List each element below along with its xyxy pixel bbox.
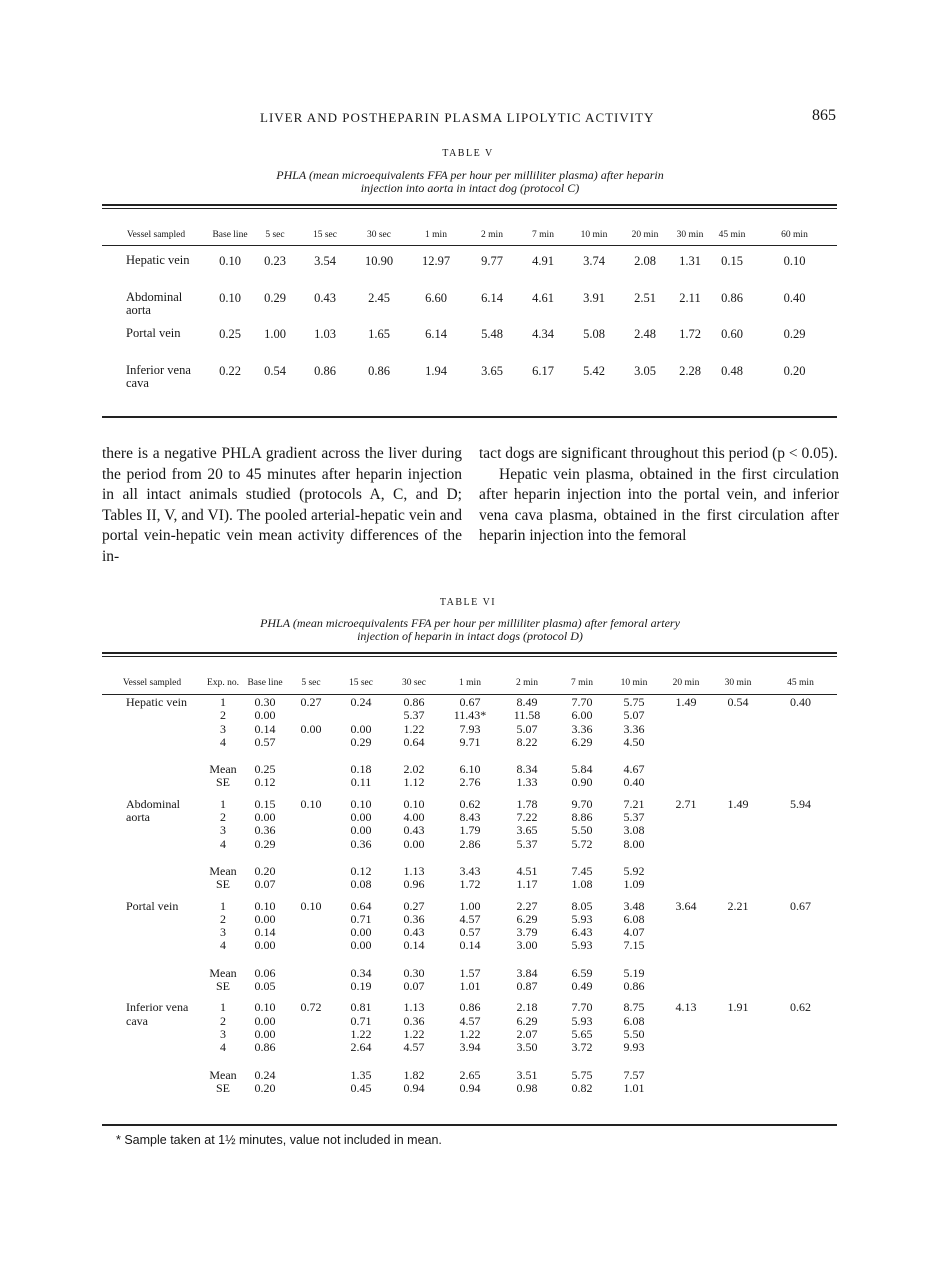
table6-stat-cell: 1.35 0.45: [350, 1067, 372, 1095]
table5-value-cell: 0.86: [721, 290, 743, 305]
table5-value-cell: 0.15: [721, 254, 743, 268]
table5-value-cell: 5.42: [583, 363, 605, 378]
table6-footnote: * Sample taken at 1½ minutes, value not included in mean.: [116, 1133, 442, 1147]
table6-stat-cell: 0.18 0.11: [350, 762, 372, 790]
table6-stat-cell: [712, 749, 764, 790]
table6-value-cell: 3.48 6.08 4.07 7.15: [623, 898, 645, 953]
table5-value-cell: 6.60: [425, 290, 447, 305]
table5-col-header: 1 min: [425, 230, 447, 240]
table6-col-header: Exp. no.: [207, 678, 239, 688]
table6-stat-cell: 1.57 1.01: [459, 965, 481, 994]
table6-stat-cell: 0.24 0.20: [254, 1067, 276, 1095]
table5-value-cell: 0.40: [783, 290, 806, 305]
table6-value-cell: 8.49 11.58 5.07 8.22: [513, 695, 541, 749]
table6-exp-no-cell: 1 2 3 4: [220, 1000, 226, 1055]
table6-value-cell: 0.67: [790, 898, 811, 913]
table5-value-cell: 0.23: [264, 254, 286, 268]
table5-col-header: 45 min: [718, 230, 746, 240]
table5-row: [102, 364, 837, 416]
table5-value-cell: 0.22: [219, 363, 241, 378]
table6-value-cell: 0.40: [790, 695, 811, 709]
table6-value-cell: 0.62 8.43 1.79 2.86: [459, 796, 481, 851]
table6-value-cell: 3.64: [675, 898, 697, 913]
table6-experiment-row: [102, 892, 837, 953]
table5-value-cell: 10.90: [364, 254, 394, 268]
table6-stat-cell: 4.51 1.17: [516, 863, 538, 892]
table6-blank-cell: [102, 851, 202, 892]
table6-stat-cell: [660, 851, 712, 892]
page-number: 865: [812, 107, 836, 124]
table6-top-rule: [102, 652, 837, 654]
table6-stat-cell: 5.92 1.09: [623, 863, 645, 892]
table6-value-cell: 8.05 5.93 6.43 5.93: [571, 898, 593, 953]
table6-stat-cell: 8.34 1.33: [516, 762, 538, 790]
table5-row: [102, 240, 837, 291]
table6-mean-se-row: [102, 749, 837, 790]
table5-col-header: Base line: [212, 230, 248, 240]
table6-col-header: 20 min: [672, 678, 700, 688]
table6-caption-line1: PHLA (mean microequivalents FFA per hour per milliliter plasma) after femoral artery: [260, 616, 680, 630]
table5-col-header: 2 min: [481, 230, 503, 240]
table6-value-cell: 0.10 4.00 0.43 0.00: [403, 796, 425, 851]
table6-value-cell: 7.21 5.37 3.08 8.00: [623, 796, 645, 851]
table6-value-cell: 0.67 11.43* 7.93 9.71: [453, 695, 487, 749]
table6-value-cell: 7.70 6.00 3.36 6.29: [571, 695, 593, 749]
table6-stat-cell: 6.59 0.49: [571, 965, 593, 994]
table6-experiment-row: [102, 688, 837, 749]
table6-top-rule-2: [102, 656, 837, 657]
table6-value-cell: 0.86 4.57 1.22 3.94: [459, 1000, 481, 1055]
table6-value-cell: 2.27 6.29 3.79 3.00: [516, 898, 538, 953]
table5-value-cell: 1.72: [679, 327, 701, 341]
table6-stat-cell: 1.13 0.96: [403, 863, 425, 892]
table6-col-header: Base line: [247, 678, 283, 688]
table5-value-cell: 2.11: [679, 290, 701, 305]
table5: [102, 218, 837, 416]
table6-experiment-row: [102, 790, 837, 851]
table6-value-cell: 0.64 0.71 0.00 0.00: [350, 898, 372, 953]
table5-col-header: 10 min: [580, 230, 608, 240]
table5-value-cell: 0.43: [314, 290, 336, 305]
table5-value-cell: 3.74: [583, 254, 605, 268]
body-paragraph-hepatic-vein: Hepatic vein plasma, obtained in the first circulation after heparin injection into the portal vein, and inferior vena cava plasma, obtained in the first circulation after heparin injection into the femoral: [479, 465, 839, 544]
table6-value-cell: 0.86 5.37 1.22 0.64: [403, 695, 425, 749]
table5-value-cell: 0.86: [314, 363, 336, 378]
table6-blank-cell: [102, 1055, 202, 1096]
table6-value-cell: 0.72: [300, 1000, 322, 1015]
table6-stat-cell: 0.25 0.12: [254, 762, 276, 790]
table5-value-cell: 3.65: [481, 363, 503, 378]
table5-value-cell: 2.45: [368, 290, 390, 305]
table6-value-cell: 1.91: [727, 1000, 749, 1015]
table6-value-cell: 0.27 0.36 0.43 0.14: [403, 898, 425, 953]
table6-stat-cell: 5.19 0.86: [623, 965, 645, 994]
table6-stat-cell: 7.45 1.08: [571, 863, 593, 892]
table5-vessel-cell: Hepatic vein: [126, 253, 190, 267]
table5-row: [102, 327, 837, 364]
table6-stat-cell: 2.02 1.12: [403, 762, 425, 790]
table5-label: TABLE V: [442, 148, 494, 159]
table6-stat-cell: 0.34 0.19: [350, 965, 372, 994]
table5-value-cell: 0.10: [219, 254, 241, 268]
table5-value-cell: 12.97: [421, 254, 451, 268]
table5-value-cell: 2.48: [634, 327, 656, 341]
table6-caption-line2: injection of heparin in intact dogs (protocol D): [357, 629, 583, 643]
body-paragraph-continued: tact dogs are significant throughout this period (p < 0.05).: [479, 445, 838, 462]
table5-vessel-cell: Portal vein: [126, 326, 181, 340]
table5-row: [102, 291, 837, 328]
table6-stat-cell: [660, 953, 712, 994]
table6-stat-cell: [764, 953, 837, 994]
table6-vessel-cell: Abdominal aorta: [126, 796, 180, 825]
table5-col-header: 20 min: [631, 230, 659, 240]
table6-exp-no-cell: 1 2 3 4: [220, 695, 226, 749]
table5-vessel-cell: Abdominal aorta: [126, 289, 183, 317]
table6-value-cell: 1.00 4.57 0.57 0.14: [459, 898, 481, 953]
table6-bottom-rule: [102, 1124, 837, 1126]
table5-value-cell: 3.91: [583, 290, 605, 305]
table6-value-cell: 2.21: [727, 898, 749, 913]
table6-blank-cell: [102, 749, 202, 790]
table6-stat-cell: 5.84 0.90: [571, 762, 593, 790]
table5-value-cell: 0.29: [264, 290, 286, 305]
table5-value-cell: 0.29: [783, 327, 806, 341]
table6-col-header: 30 sec: [401, 678, 426, 688]
table5-value-cell: 4.61: [532, 290, 554, 305]
table6-stat-cell: 0.06 0.05: [254, 965, 276, 994]
table5-col-header: 5 sec: [265, 230, 285, 240]
table6-col-header: 15 sec: [348, 678, 373, 688]
table6-value-cell: 0.10: [300, 898, 322, 913]
table6-vessel-cell: Portal vein: [126, 898, 179, 913]
table5-col-header: 7 min: [532, 230, 554, 240]
table6-exp-no-cell: 1 2 3 4: [220, 796, 226, 851]
table6-col-header: 1 min: [459, 678, 481, 688]
table5-value-cell: 0.10: [783, 254, 806, 268]
table6-label: TABLE VI: [439, 597, 497, 608]
table5-caption-line1: PHLA (mean microequivalents FFA per hour per milliliter plasma) after heparin: [276, 168, 664, 182]
table6-value-cell: 0.62: [790, 1000, 811, 1015]
table5-value-cell: 0.25: [219, 327, 241, 341]
table6-value-cell: 4.13: [675, 1000, 697, 1015]
table6-value-cell: 1.78 7.22 3.65 5.37: [516, 796, 538, 851]
table5-vessel-cell: Inferior vena cava: [126, 362, 191, 390]
table6-stat-label-cell: Mean SE: [209, 965, 237, 994]
table5-value-cell: 1.31: [679, 254, 701, 268]
table6-stat-label-cell: Mean SE: [209, 1067, 237, 1095]
table5-caption: [120, 169, 820, 195]
table5-col-header: 15 sec: [312, 230, 337, 240]
table6-value-cell: 5.94: [790, 796, 811, 811]
table6-stat-cell: [286, 749, 336, 790]
table6-stat-cell: 3.84 0.87: [516, 965, 538, 994]
table6-stat-cell: 0.20 0.07: [254, 863, 276, 892]
table6-stat-cell: [286, 953, 336, 994]
table6-stat-cell: 0.30 0.07: [403, 965, 425, 994]
table6-col-header: 7 min: [571, 678, 593, 688]
table6-mean-se-row: [102, 851, 837, 892]
table5-col-header: 60 min: [781, 230, 808, 240]
table6-value-cell: 7.70 5.93 5.65 3.72: [571, 1000, 593, 1055]
table6-stat-cell: [764, 749, 837, 790]
table6-stat-cell: 2.65 0.94: [459, 1067, 481, 1095]
table6-stat-label-cell: Mean SE: [209, 863, 237, 892]
table5-value-cell: 6.17: [532, 363, 554, 378]
table6-stat-cell: [660, 1055, 712, 1096]
table5-col-header: 30 sec: [366, 230, 391, 240]
table6-vessel-cell: Inferior vena cava: [126, 1000, 189, 1028]
table6-value-cell: 2.18 6.29 2.07 3.50: [516, 1000, 538, 1055]
table6-stat-cell: 5.75 0.82: [571, 1067, 593, 1095]
table6-blank-cell: [102, 953, 202, 994]
table5-value-cell: 5.08: [583, 327, 605, 341]
table6-value-cell: 0.10 0.00 0.14 0.00: [254, 898, 276, 953]
table6-col-header: 5 sec: [301, 678, 321, 688]
table5-value-cell: 1.00: [264, 327, 286, 341]
table6-exp-no-cell: 1 2 3 4: [220, 898, 226, 953]
table5-bottom-rule: [102, 416, 837, 418]
table6-stat-cell: 3.43 1.72: [459, 863, 481, 892]
table6-stat-cell: [764, 851, 837, 892]
table6-stat-cell: [712, 1055, 764, 1096]
table6: [102, 666, 837, 1095]
table5-value-cell: 3.05: [634, 363, 656, 378]
table6-stat-cell: [286, 851, 336, 892]
table6-value-cell: 0.24 0.00 0.29: [350, 695, 372, 749]
table5-top-rule: [102, 204, 837, 206]
table6-stat-label-cell: Mean SE: [209, 762, 237, 790]
table6-value-cell: 1.49: [727, 796, 749, 811]
table5-value-cell: 2.08: [634, 254, 656, 268]
table5-caption-line2: injection into aorta in intact dog (protocol C): [360, 181, 580, 195]
table5-value-cell: 4.34: [532, 327, 554, 341]
table6-experiment-row: [102, 993, 837, 1054]
table6-value-cell: 0.15 0.00 0.36 0.29: [254, 796, 276, 851]
table5-value-cell: 0.10: [219, 290, 241, 305]
table5-col-header: 30 min: [676, 230, 704, 240]
table5-value-cell: 2.28: [679, 363, 701, 378]
table6-stat-cell: [712, 953, 764, 994]
table5-value-cell: 1.65: [368, 327, 390, 341]
table6-value-cell: 9.70 8.86 5.50 5.72: [571, 796, 593, 851]
table6-vessel-cell: Hepatic vein: [126, 695, 187, 709]
table5-value-cell: 6.14: [425, 327, 447, 341]
table6-stat-cell: 3.51 0.98: [516, 1067, 538, 1095]
table5-value-cell: 3.54: [314, 254, 336, 268]
table6-mean-se-row: [102, 1055, 837, 1096]
table6-stat-cell: [660, 749, 712, 790]
table6-stat-cell: 7.57 1.01: [623, 1067, 645, 1095]
table5-value-cell: 4.91: [532, 254, 554, 268]
table5-value-cell: 0.48: [721, 363, 743, 378]
table6-value-cell: 5.75 5.07 3.36 4.50: [623, 695, 645, 749]
table6-value-cell: 0.54: [727, 695, 749, 709]
table6-value-cell: 1.49: [675, 695, 697, 709]
table6-col-header: 2 min: [516, 678, 538, 688]
table6-col-header: 45 min: [787, 678, 814, 688]
table5-value-cell: 2.51: [634, 290, 656, 305]
table6-value-cell: 0.10 0.00 0.00 0.36: [350, 796, 372, 851]
table5-value-cell: 6.14: [481, 290, 503, 305]
table5-value-cell: 0.86: [368, 363, 390, 378]
table6-value-cell: 1.13 0.36 1.22 4.57: [403, 1000, 425, 1055]
table6-value-cell: 8.75 6.08 5.50 9.93: [623, 1000, 645, 1055]
table6-stat-cell: 1.82 0.94: [403, 1067, 425, 1095]
table5-value-cell: 1.94: [425, 363, 447, 378]
table5-col-header: Vessel sampled: [126, 230, 186, 240]
table6-stat-cell: [712, 851, 764, 892]
table6-mean-se-row: [102, 953, 837, 994]
table6-value-cell: 0.27 0.00: [300, 695, 322, 736]
table6-col-header: 30 min: [724, 678, 752, 688]
table6-caption: [120, 617, 820, 643]
table5-value-cell: 0.54: [264, 363, 286, 378]
running-header: LIVER AND POSTHEPARIN PLASMA LIPOLYTIC ACTIVITY: [260, 110, 655, 125]
table5-value-cell: 0.20: [783, 363, 806, 378]
table5-value-cell: 9.77: [481, 254, 503, 268]
table6-value-cell: 0.30 0.00 0.14 0.57: [254, 695, 276, 749]
body-text-left-column: there is a negative PHLA gradient across the liver during the period from 20 to 45 minutes after heparin injection in all intact animals studied (protocols A, C, and D; Tables II, V, and VI). The pooled arterial-hepatic vein and portal vein-hepatic vein mean activity differences of the in-: [102, 445, 462, 565]
table6-value-cell: 0.10: [300, 796, 322, 811]
table6-stat-cell: 6.10 2.76: [459, 762, 481, 790]
table5-value-cell: 0.60: [721, 327, 743, 341]
table6-value-cell: 0.81 0.71 1.22 2.64: [350, 1000, 372, 1055]
table6-value-cell: 0.10 0.00 0.00 0.86: [254, 1000, 276, 1055]
body-text-right-column: [479, 444, 839, 547]
table6-value-cell: 2.71: [675, 796, 697, 811]
table5-value-cell: 1.03: [314, 327, 336, 341]
table6-stat-cell: [764, 1055, 837, 1096]
table6-col-header: 10 min: [620, 678, 648, 688]
table5-value-cell: 5.48: [481, 327, 503, 341]
table6-stat-cell: 4.67 0.40: [623, 762, 645, 790]
table6-stat-cell: 0.12 0.08: [350, 863, 372, 892]
table6-stat-cell: [286, 1055, 336, 1096]
table6-col-header: Vessel sampled: [122, 678, 182, 688]
table5-top-rule-2: [102, 208, 837, 209]
